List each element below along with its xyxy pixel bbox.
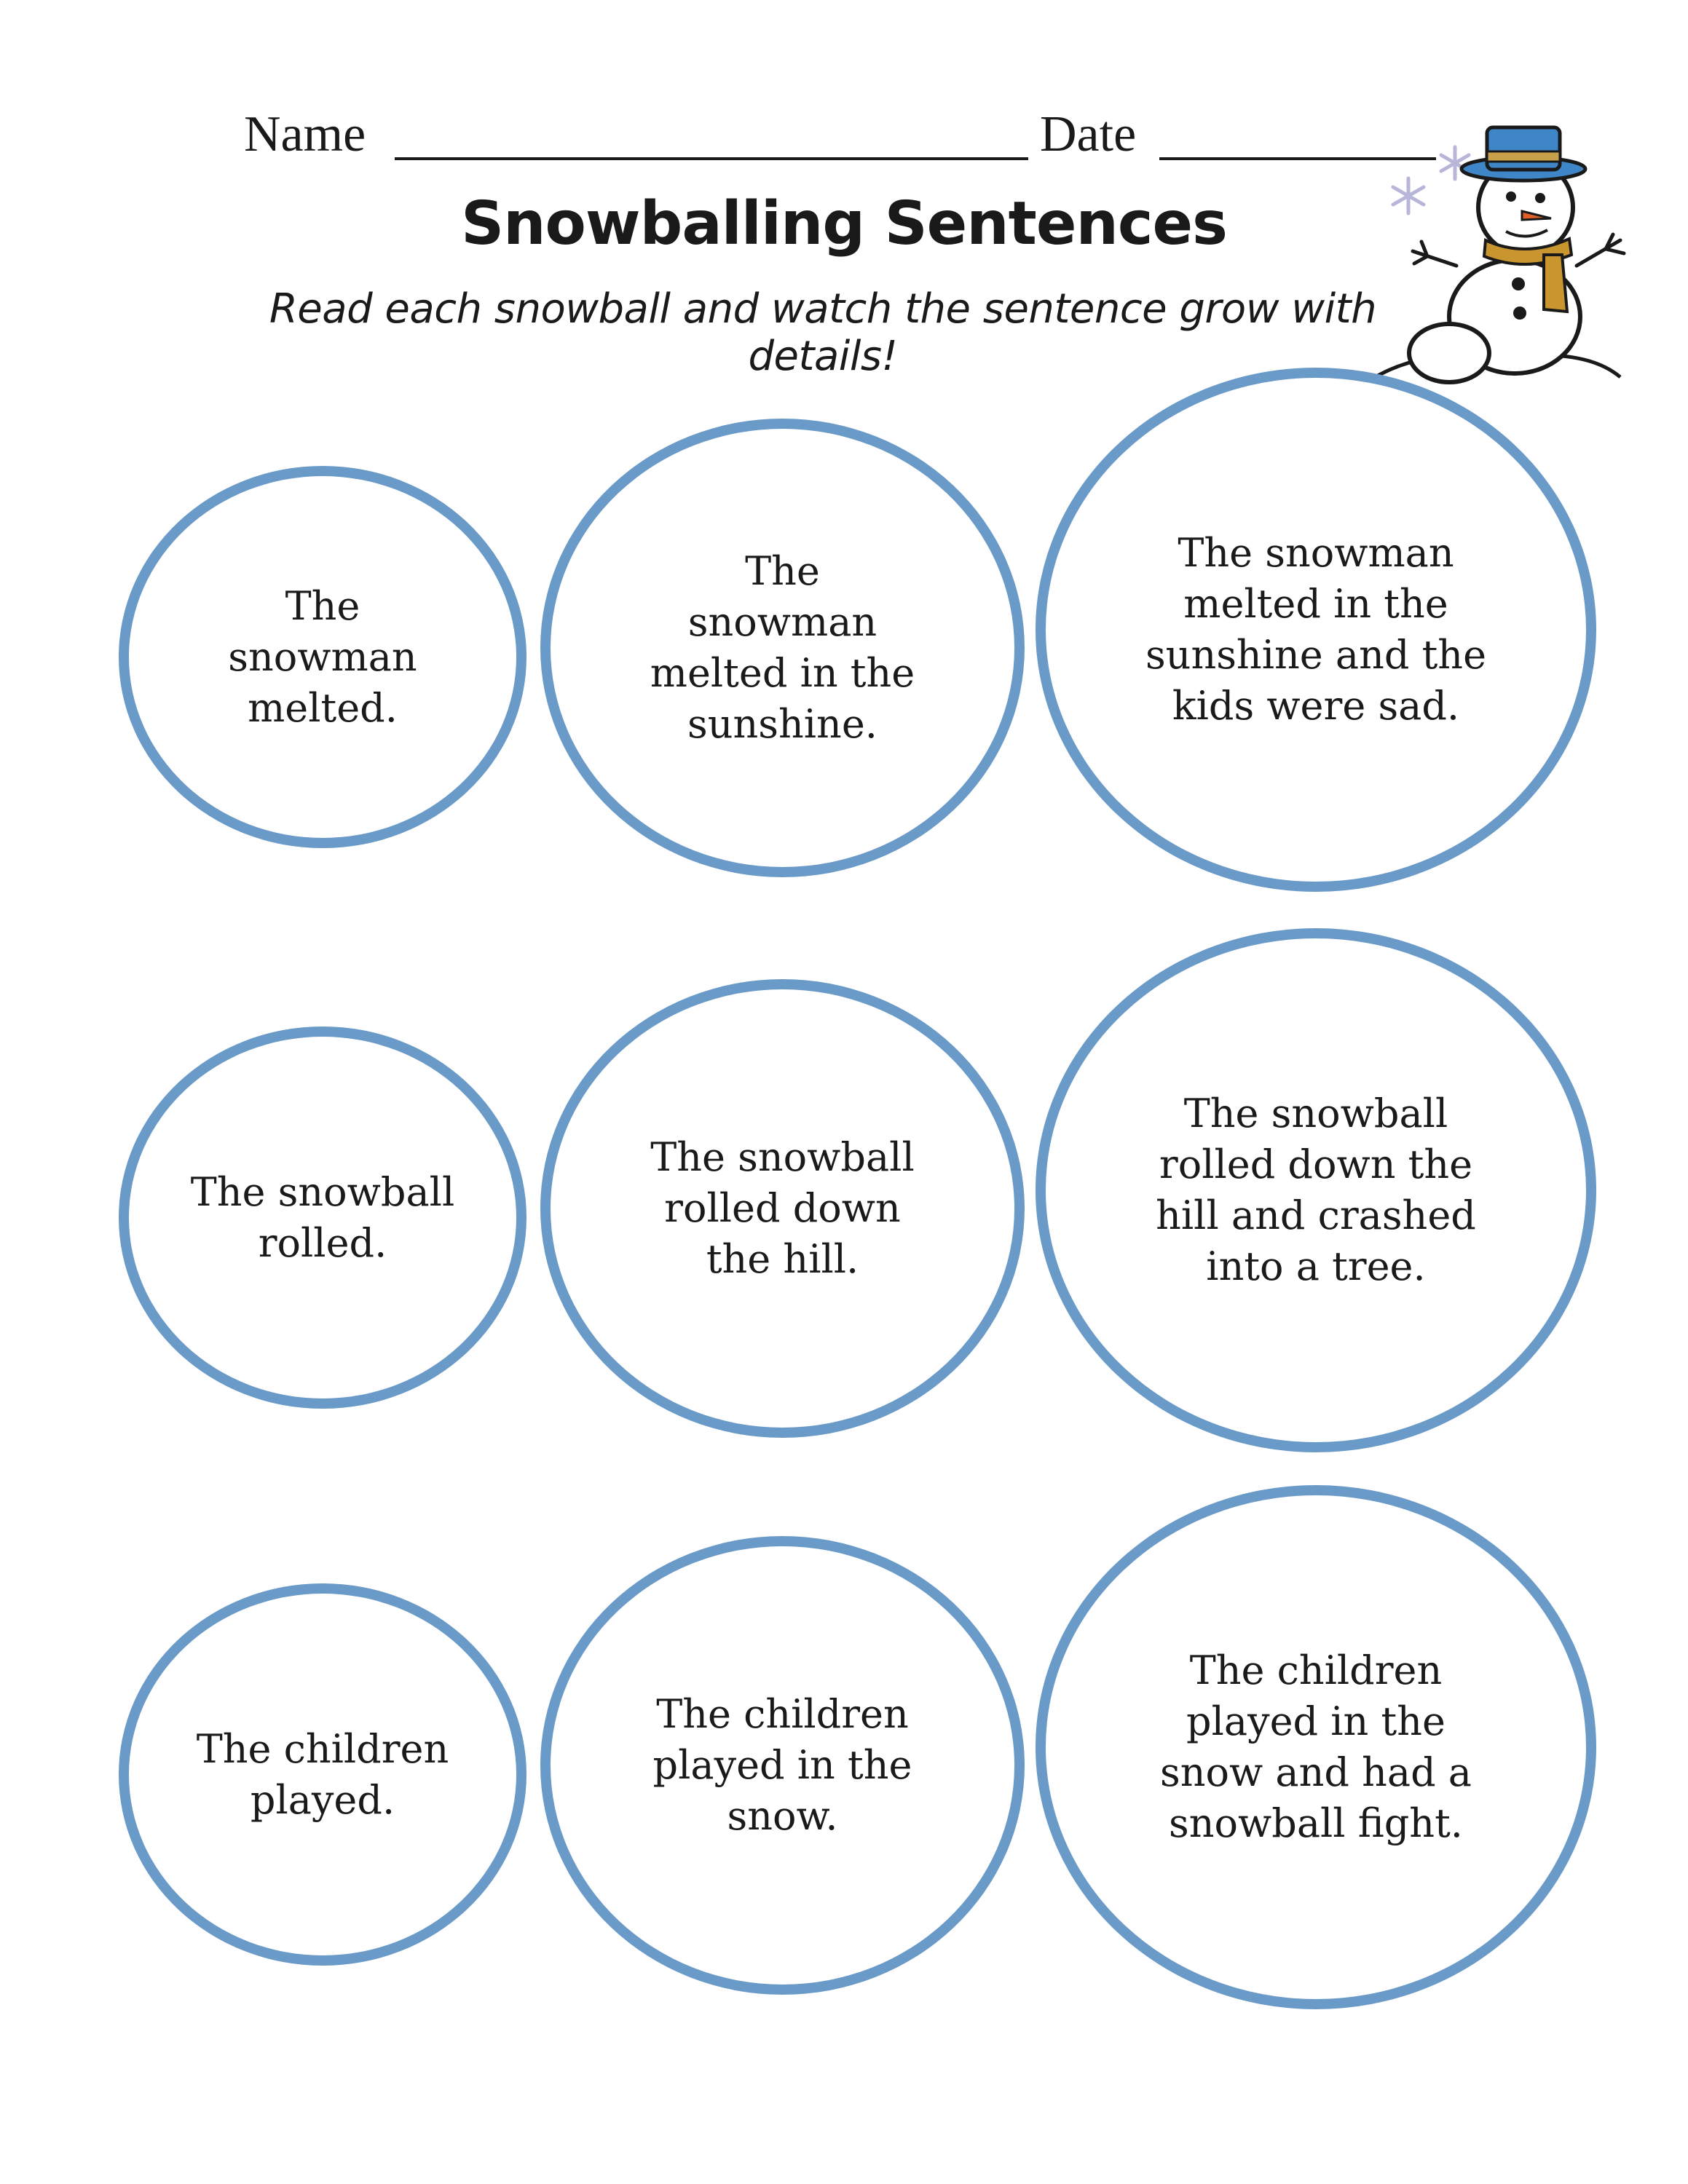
snowman-icon — [1369, 109, 1660, 400]
date-label: Date — [1040, 106, 1137, 162]
snowball-large — [1036, 368, 1596, 892]
snowball-small — [119, 1583, 526, 1966]
name-label: Name — [244, 106, 366, 162]
sentence-text: The snowball rolled. — [190, 1168, 455, 1266]
snowball-medium — [540, 419, 1025, 877]
sentence-text: The snowman melted in the sunshine. — [650, 548, 915, 747]
sentence-text: The children played in the snow and had a snowball fight. — [1160, 1647, 1472, 1846]
sentence-text: The snowball rolled down the hill. — [650, 1134, 915, 1282]
snowball-medium — [540, 1536, 1025, 1995]
snowball-large — [1036, 928, 1596, 1452]
snowball-medium — [540, 979, 1025, 1438]
snowball-small — [119, 466, 526, 848]
sentence-text: The children played in the snow. — [652, 1691, 912, 1839]
sentence-text: The snowball rolled down the hill and crashed into a tree. — [1156, 1091, 1476, 1289]
page-subtitle: Read each snowball and watch the sentence grow with details! — [269, 285, 1377, 380]
name-field[interactable] — [395, 157, 1028, 160]
sentence-text: The snowman melted in the sunshine and the kids were sad. — [1145, 530, 1487, 729]
sentence-text: The snowman melted. — [228, 582, 417, 731]
page-title: Snowballing Sentences — [461, 189, 1227, 258]
sentence-text: The children played. — [196, 1725, 449, 1823]
snowflake-icon — [1393, 178, 1424, 213]
snowball-small — [119, 1026, 526, 1409]
snowball-large — [1036, 1485, 1596, 2009]
